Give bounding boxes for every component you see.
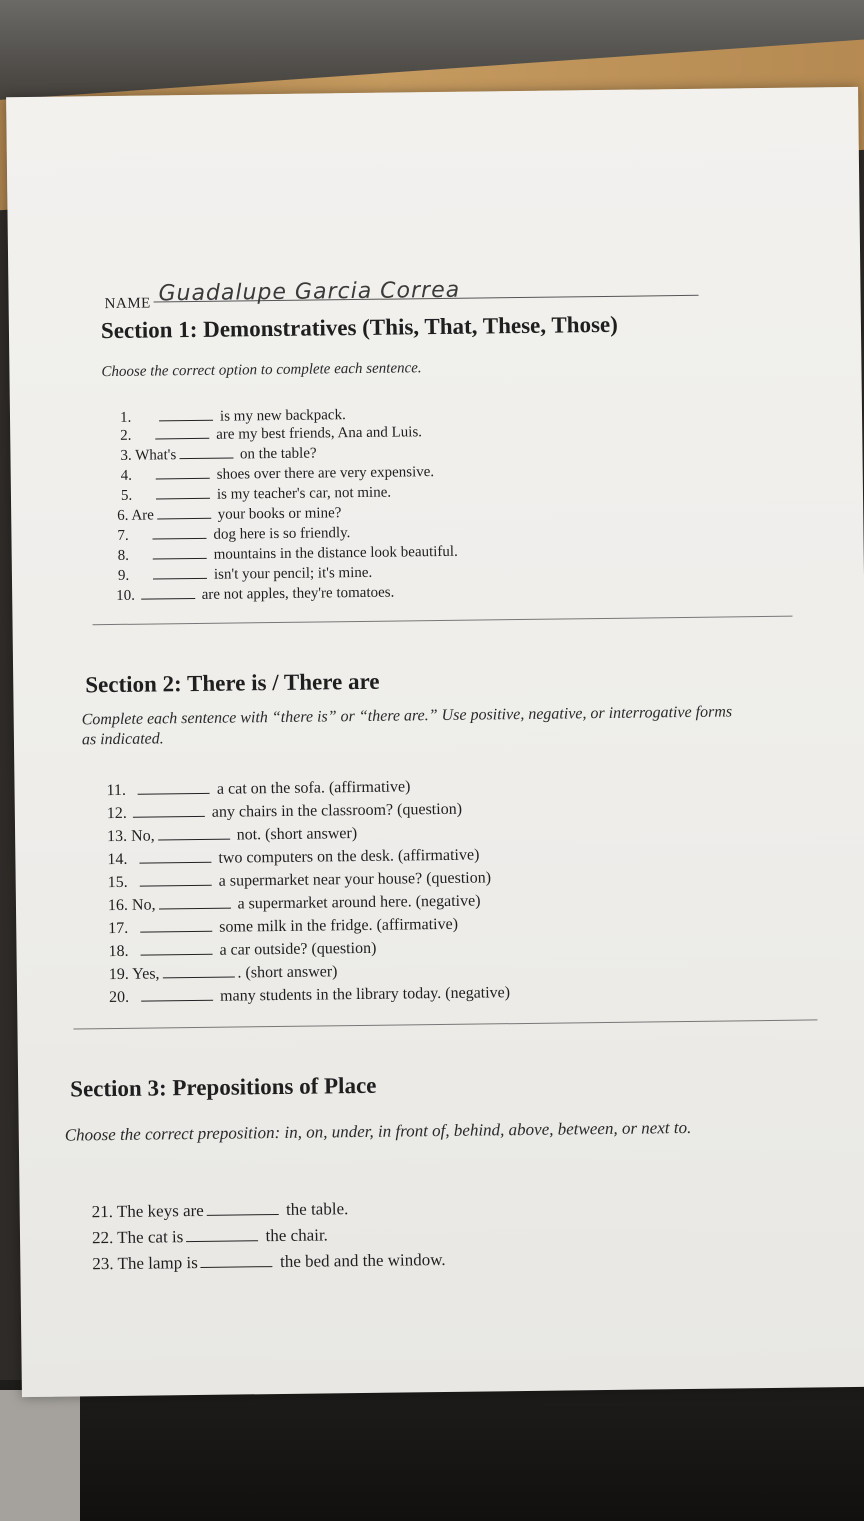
list-item: 13. No, not. (short answer) xyxy=(107,825,358,846)
list-item: 2. are my best friends, Ana and Luis. xyxy=(120,424,423,444)
list-item: 3. What's on the table? xyxy=(120,445,317,464)
name-handwritten[interactable]: Guadalupe Garcia Correa xyxy=(158,277,461,307)
list-item: 18. a car outside? (question) xyxy=(108,939,377,961)
answer-blank[interactable] xyxy=(158,897,230,910)
answer-blank[interactable] xyxy=(179,447,233,460)
answer-blank[interactable] xyxy=(162,966,234,979)
answer-blank[interactable] xyxy=(141,989,213,1002)
list-item: 20. many students in the library today. (negative) xyxy=(108,984,511,1007)
list-item: 15. a supermarket near your house? (question) xyxy=(107,869,492,892)
section2-title: Section 2: There is / There are xyxy=(85,668,380,698)
answer-blank[interactable] xyxy=(153,527,207,540)
list-item: 16. No, a supermarket around here. (negative) xyxy=(107,892,481,915)
list-item: 9. isn't your pencil; it's mine. xyxy=(117,564,373,584)
answer-blank[interactable] xyxy=(157,507,211,520)
name-label: NAME xyxy=(104,295,151,313)
list-item: 6. Are your books or mine? xyxy=(117,505,342,524)
list-item: 11. a cat on the sofa. (affirmative) xyxy=(106,778,411,800)
list-item: 22. The cat is the chair. xyxy=(91,1225,328,1248)
list-item: 5. is my teacher's car, not mine. xyxy=(120,484,392,504)
answer-blank[interactable] xyxy=(153,567,207,580)
list-item: 4. shoes over there are very expensive. xyxy=(120,464,435,484)
answer-blank[interactable] xyxy=(186,1229,258,1242)
list-item: 10. are not apples, they're tomatoes. xyxy=(116,584,395,604)
answer-blank[interactable] xyxy=(155,427,209,440)
answer-blank[interactable] xyxy=(139,851,211,864)
list-item: 19. Yes, . (short answer) xyxy=(108,963,338,984)
list-item: 8. mountains in the distance look beautiful. xyxy=(117,543,458,564)
worksheet-paper xyxy=(6,87,864,1397)
list-item: 21. The keys are the table. xyxy=(91,1199,349,1222)
divider xyxy=(73,1019,817,1029)
list-item: 23. The lamp is the bed and the window. xyxy=(92,1249,446,1274)
answer-blank[interactable] xyxy=(140,874,212,887)
answer-blank[interactable] xyxy=(153,547,207,560)
list-item: 1. is my new backpack. xyxy=(119,407,346,426)
list-item: 7. dog here is so friendly. xyxy=(117,525,351,544)
answer-blank[interactable] xyxy=(140,920,212,933)
answer-blank[interactable] xyxy=(140,943,212,956)
list-item: 14. two computers on the desk. (affirmative) xyxy=(107,846,480,869)
answer-blank[interactable] xyxy=(156,467,210,480)
section3-instruction: Choose the correct preposition: in, on, under, in front of, behind, above, between, or next to. xyxy=(64,1117,692,1145)
section2-instruction: Complete each sentence with “there is” or “there are.” Use positive, negative, or interrogative forms as indicated. xyxy=(81,703,733,749)
answer-blank[interactable] xyxy=(207,1203,279,1216)
background-bottom-left xyxy=(0,1390,80,1521)
answer-blank[interactable] xyxy=(133,805,205,818)
list-item: 12. any chairs in the classroom? (question) xyxy=(106,800,463,823)
answer-blank[interactable] xyxy=(158,828,230,841)
section1-instruction: Choose the correct option to complete each sentence. xyxy=(101,360,422,381)
divider xyxy=(93,616,793,626)
answer-blank[interactable] xyxy=(201,1255,273,1268)
answer-blank[interactable] xyxy=(159,409,213,422)
list-item: 17. some milk in the fridge. (affirmative) xyxy=(108,915,459,938)
answer-blank[interactable] xyxy=(141,587,195,600)
background-bottom xyxy=(0,1380,864,1521)
answer-blank[interactable] xyxy=(156,487,210,500)
answer-blank[interactable] xyxy=(138,782,210,795)
section3-title: Section 3: Prepositions of Place xyxy=(70,1072,377,1102)
section1-title: Section 1: Demonstratives (This, That, These, Those) xyxy=(100,311,618,344)
